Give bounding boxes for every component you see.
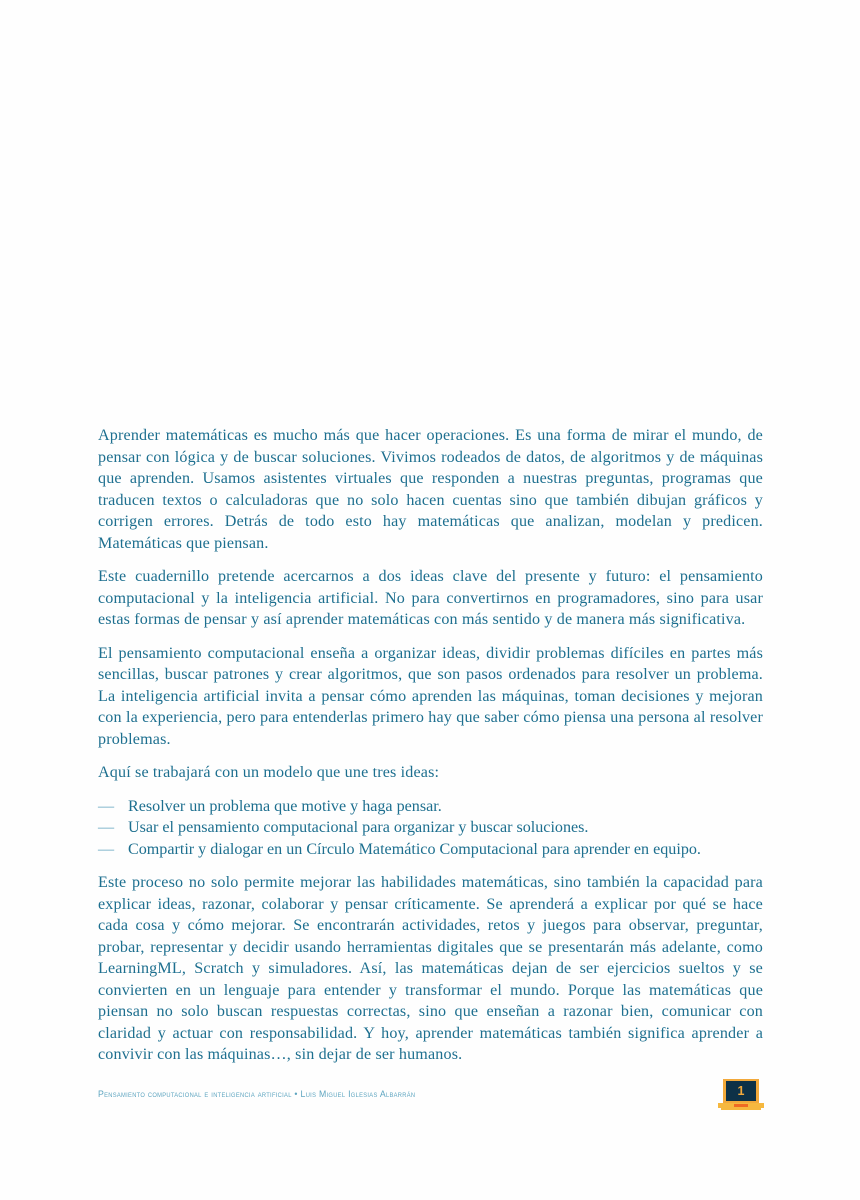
list-item-label: Usar el pensamiento computacional para organizar y buscar soluciones. — [128, 819, 589, 836]
paragraph-3: El pensamiento computacional enseña a organizar ideas, dividir problemas difíciles en partes más sencillas, buscar patrones y crear algoritmos, que son pasos ordenados para resolver un problema. La inteligencia artificial invita a pensar cómo aprenden las máquinas, toman decisiones y mejoran con la experiencia, pero para entenderlas primero hay que saber cómo piensa una persona al resolver problemas. — [98, 644, 763, 748]
em-dash-icon: — — [98, 819, 115, 836]
list-item — [98, 817, 763, 839]
em-dash-icon: — — [98, 840, 115, 858]
list-item-label: Compartir y dialogar en un Círculo Matemático Computacional para aprender en equipo. — [128, 840, 701, 858]
page-number-badge — [718, 1078, 764, 1112]
list-item — [98, 839, 763, 861]
three-ideas-list — [98, 796, 763, 861]
footer-credit-line: Pensamiento computacional e inteligencia artificial • Luis Miguel Iglesias Albarrán — [98, 1089, 416, 1099]
list-item-label: Resolver un problema que motive y haga pensar. — [128, 797, 442, 815]
body-text-column — [98, 425, 763, 1066]
laptop-screen — [726, 1081, 756, 1101]
paragraph-2: Este cuadernillo pretende acercarnos a dos ideas clave del presente y futuro: el pensamiento computacional y la inteligencia artificial. No para convertirnos en programadores, sino para usar estas formas de pensar y así aprender matemáticas con más sentido y de manera más significativa. — [98, 568, 763, 628]
list-intro-text: Aquí se trabajará con un modelo que une tres ideas: — [98, 764, 440, 781]
paragraph-1: Aprender matemáticas es mucho más que hacer operaciones. Es una forma de mirar el mundo, de pensar con lógica y de buscar soluciones. Vivimos rodeados de datos, de algoritmos y de máquinas que aprenden. Usamos asistentes virtuales que responden a nuestras preguntas, programas que traducen textos o calculadoras que no solo hacen cuentas sino que también dibujan gráficos y corrigen errores. Detrás de todo esto hay matemáticas que analizan, modelan y predicen. Matemáticas que piensan. — [98, 427, 763, 552]
laptop-icon — [718, 1078, 764, 1112]
page-number: 1 — [737, 1083, 745, 1098]
closing-paragraph: Este proceso no solo permite mejorar las habilidades matemáticas, sino también la capacidad para explicar ideas, razonar, colaborar y pensar críticamente. Se aprenderá a explicar por qué se hace cada cosa y cómo mejorar. Se encontrarán actividades, retos y juegos para observar, preguntar, probar, representar y decidir usando herramientas digitales que se presentarán más adelante, como LearningML, Scratch y simuladores. Así, las matemáticas dejan de ser ejercicios sueltos y se convierten en un lenguaje para entender y transformar el mundo. Porque las matemáticas que piensan no solo buscan respuestas correctas, sino que enseñan a razonar bien, comunicar con claridad y actuar con responsabilidad. Y hoy, aprender matemáticas también significa aprender a convivir con las máquinas…, sin dejar de ser humanos. — [98, 874, 763, 1063]
list-item — [98, 796, 763, 818]
laptop-foot — [721, 1108, 761, 1110]
laptop-trackpad — [734, 1104, 748, 1107]
em-dash-icon: — — [98, 797, 115, 815]
page-footer — [98, 1083, 763, 1122]
